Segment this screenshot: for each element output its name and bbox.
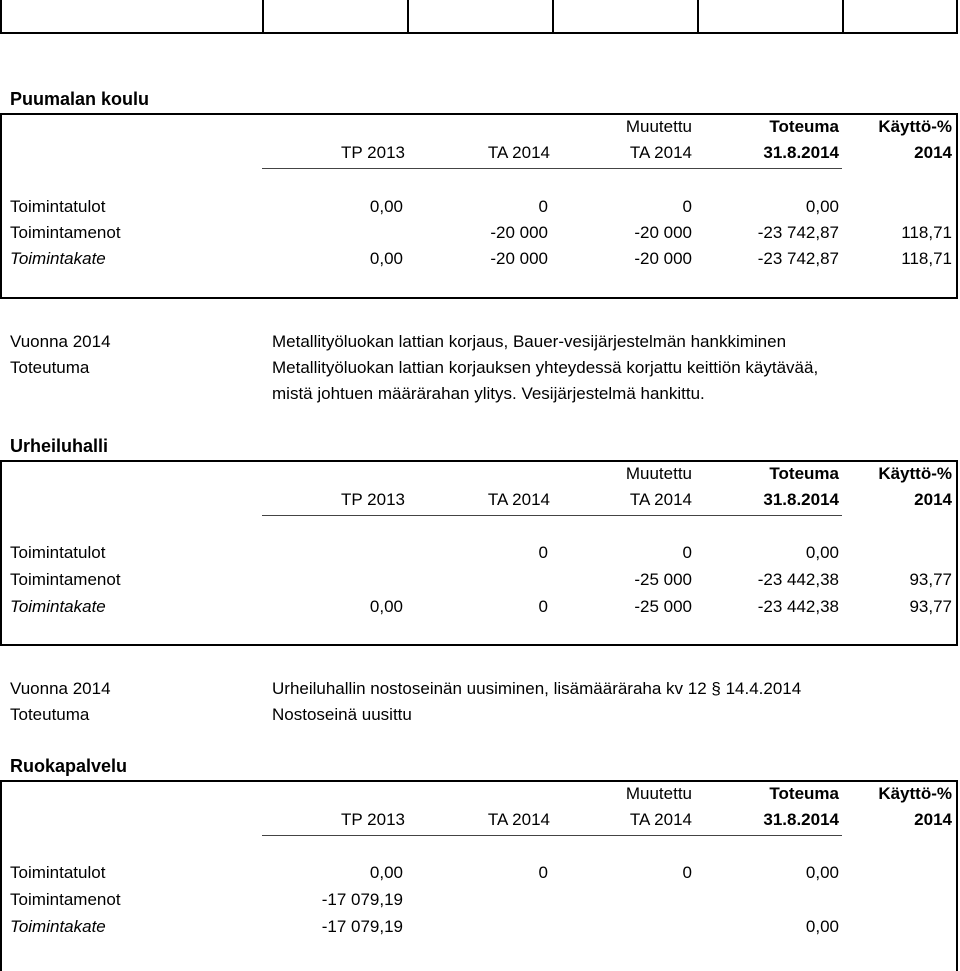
- col-header-kaytto-year: 2014: [914, 143, 952, 162]
- col-header-ta2014: TA 2014: [487, 490, 550, 509]
- col-header-toteuma-date: 31.8.2014: [763, 490, 839, 509]
- col-header-ta2014: TA 2014: [487, 143, 550, 162]
- notes-line: Urheiluhallin nostoseinän uusiminen, lisämääräraha kv 12 § 14.4.2014: [272, 679, 802, 698]
- cell-toteuma: 0,00: [805, 917, 839, 936]
- row-label-total: Toimintakate: [10, 597, 106, 616]
- cell-kaytto: 93,77: [909, 597, 952, 616]
- cell-tp2013: 0,00: [369, 863, 403, 882]
- cell-ta2014: 0: [538, 597, 548, 616]
- cell-ta2014: -20 000: [490, 223, 548, 242]
- col-header-toteuma: Toteuma: [769, 784, 839, 803]
- cell-muutettu: 0: [682, 197, 692, 216]
- col-header-tp2013: TP 2013: [341, 810, 405, 829]
- notes-year-label: Vuonna 2014: [10, 332, 111, 351]
- row-label: Toimintatulot: [10, 543, 106, 562]
- cell-kaytto: 118,71: [901, 223, 952, 242]
- col-header-ta2014: TA 2014: [487, 810, 550, 829]
- col-header-kaytto-year: 2014: [914, 490, 952, 509]
- cell-tp2013: 0,00: [369, 249, 403, 268]
- section-title-puumalan-koulu: Puumalan koulu: [10, 89, 150, 109]
- cell-toteuma: 0,00: [805, 197, 839, 216]
- cell-ta2014: 0: [538, 197, 548, 216]
- notes-line: Metallityöluokan lattian korjaus, Bauer-vesijärjestelmän hankkiminen: [272, 332, 787, 351]
- notes-year-label: Vuonna 2014: [10, 679, 111, 698]
- cell-tp2013: 0,00: [369, 597, 403, 616]
- notes-line: Metallityöluokan lattian korjauksen yhteydessä korjattu keittiön käytävää,: [272, 358, 819, 377]
- cell-ta2014: 0: [538, 543, 548, 562]
- cell-ta2014: -20 000: [490, 249, 548, 268]
- row-label-total: Toimintakate: [10, 917, 106, 936]
- notes-line: Nostoseinä uusittu: [272, 705, 412, 724]
- col-header-muutettu: Muutettu: [625, 784, 692, 803]
- col-header-tp2013: TP 2013: [341, 143, 405, 162]
- cell-toteuma: 0,00: [805, 863, 839, 882]
- cell-kaytto: 118,71: [901, 249, 952, 268]
- row-label: Toimintamenot: [10, 223, 121, 242]
- col-header-toteuma: Toteuma: [769, 464, 839, 483]
- cell-toteuma: -23 742,87: [757, 249, 839, 268]
- row-label: Toimintatulot: [10, 863, 106, 882]
- cell-toteuma: 0,00: [805, 543, 839, 562]
- cell-muutettu: -20 000: [634, 223, 692, 242]
- col-header-muutettu-ta: TA 2014: [629, 490, 692, 509]
- cell-tp2013: 0,00: [369, 197, 403, 216]
- cell-ta2014: 0: [538, 863, 548, 882]
- cell-muutettu: -20 000: [634, 249, 692, 268]
- cell-toteuma: -23 442,38: [757, 597, 839, 616]
- col-header-muutettu-ta: TA 2014: [629, 810, 692, 829]
- cell-tp2013: -17 079,19: [321, 890, 403, 909]
- notes-toteutuma-label: Toteutuma: [10, 705, 90, 724]
- col-header-kaytto: Käyttö-%: [878, 784, 952, 803]
- cell-toteuma: -23 442,38: [757, 570, 839, 589]
- col-header-toteuma: Toteuma: [769, 117, 839, 136]
- col-header-kaytto: Käyttö-%: [878, 464, 952, 483]
- col-header-muutettu: Muutettu: [625, 464, 692, 483]
- cell-muutettu: 0: [682, 543, 692, 562]
- cell-tp2013: -17 079,19: [321, 917, 403, 936]
- row-label: Toimintamenot: [10, 890, 121, 909]
- notes-line: mistä johtuen määrärahan ylitys. Vesijärjestelmä hankittu.: [272, 384, 705, 403]
- row-label: Toimintatulot: [10, 197, 106, 216]
- notes-toteutuma-label: Toteutuma: [10, 358, 90, 377]
- col-header-kaytto: Käyttö-%: [878, 117, 952, 136]
- col-header-kaytto-year: 2014: [914, 810, 952, 829]
- col-header-tp2013: TP 2013: [341, 490, 405, 509]
- cell-toteuma: -23 742,87: [757, 223, 839, 242]
- row-label: Toimintamenot: [10, 570, 121, 589]
- section-title-urheiluhalli: Urheiluhalli: [10, 436, 109, 456]
- cell-muutettu: -25 000: [634, 570, 692, 589]
- row-label-total: Toimintakate: [10, 249, 106, 268]
- cell-kaytto: 93,77: [909, 570, 952, 589]
- previous-table-fragment: [0, 0, 960, 34]
- col-header-muutettu-ta: TA 2014: [629, 143, 692, 162]
- col-header-muutettu: Muutettu: [625, 117, 692, 136]
- section-title-ruokapalvelu: Ruokapalvelu: [10, 756, 128, 776]
- col-header-toteuma-date: 31.8.2014: [763, 143, 839, 162]
- cell-muutettu: 0: [682, 863, 692, 882]
- col-header-toteuma-date: 31.8.2014: [763, 810, 839, 829]
- cell-muutettu: -25 000: [634, 597, 692, 616]
